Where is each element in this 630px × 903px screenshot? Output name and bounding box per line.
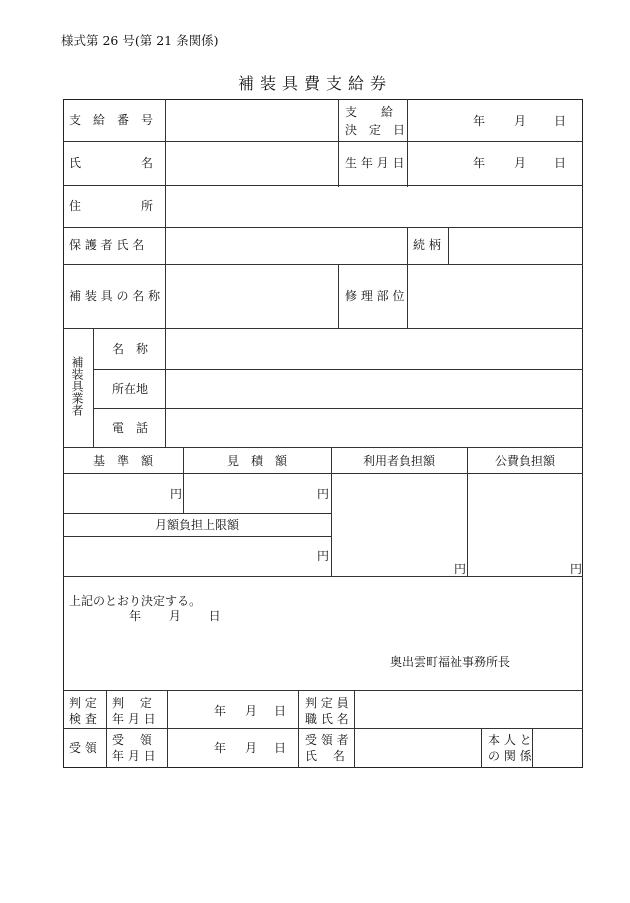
name-field[interactable] (166, 142, 337, 185)
estimate-amount-yen: 円 (317, 487, 330, 501)
judge-staff-field[interactable] (355, 691, 582, 728)
decision-statement: 上記のとおり決定する。 (69, 594, 202, 608)
vendor-name-label: 名 称 (112, 342, 149, 356)
monthly-limit-label: 月額負担上限額 (154, 518, 239, 532)
address-field[interactable] (166, 186, 582, 227)
supply-number-field[interactable] (166, 100, 337, 141)
inspection-label-line1: 判 定 (69, 696, 97, 710)
vendor-phone-field[interactable] (166, 409, 582, 447)
judge-date-day: 日 (274, 704, 287, 718)
vendor-phone-label: 電 話 (112, 421, 149, 435)
judge-staff-label-line2: 職 氏 名 (305, 712, 349, 726)
issuer-title: 奥出雲町福祉事務所長 (390, 655, 511, 669)
document-title: 補装具費支給券 (237, 74, 392, 93)
recipient-label-line2: 氏 名 (305, 749, 345, 763)
decision-date-year: 年 (473, 114, 486, 128)
standard-amount-header: 基 準 額 (92, 454, 153, 468)
repair-part-label: 修 理 部 位 (345, 289, 405, 303)
vendor-location-field[interactable] (166, 370, 582, 408)
birth-date-month: 月 (514, 156, 527, 170)
user-burden-header: 利用者負担額 (362, 454, 435, 468)
name-label: 氏 名 (69, 156, 154, 170)
supply-number-label: 支 給 番 号 (69, 113, 154, 127)
judge-date-month: 月 (245, 704, 258, 718)
birth-date-label: 生 年 月 日 (345, 156, 405, 170)
decision-date-day: 日 (554, 114, 567, 128)
public-burden-yen: 円 (570, 562, 583, 576)
relation-label-line2: の 関 係 (488, 749, 532, 763)
recipient-name-field[interactable] (355, 729, 481, 768)
judge-date-label-line2: 年 月 日 (112, 712, 156, 726)
address-label: 住 所 (69, 199, 154, 213)
judge-staff-label-line1: 判 定 員 (305, 696, 349, 710)
estimate-amount-header: 見 積 額 (226, 454, 287, 468)
vendor-group-label: 補装具業者 (70, 356, 84, 416)
relation-label-line1: 本 人 と (488, 733, 532, 747)
vendor-name-field[interactable] (166, 329, 582, 369)
monthly-limit-yen: 円 (317, 549, 330, 563)
receipt-date-label-line2: 年 月 日 (112, 749, 156, 763)
receipt-date-day: 日 (274, 741, 287, 755)
form-number: 様式第 26 号(第 21 条関係) (61, 33, 219, 48)
decision-date-month: 月 (514, 114, 527, 128)
judge-date-year: 年 (214, 704, 227, 718)
decision-date-label-line2: 決 定 日 (345, 123, 406, 137)
decision-date-line: 年 月 日 (129, 609, 221, 623)
relationship-field[interactable] (449, 228, 582, 264)
decision-date-label-line1: 支 給 (345, 105, 394, 119)
guardian-name-field[interactable] (166, 228, 406, 264)
repair-part-field[interactable] (408, 265, 582, 328)
judge-date-label-line1: 判 定 (112, 696, 152, 710)
relation-field[interactable] (533, 729, 582, 768)
device-name-label: 補 装 具 の 名 称 (69, 289, 161, 303)
receipt-label: 受 領 (69, 741, 97, 755)
user-burden-yen: 円 (454, 562, 467, 576)
guardian-name-label: 保 護 者 氏 名 (69, 238, 145, 252)
receipt-date-month: 月 (245, 741, 258, 755)
inspection-label-line2: 検 査 (69, 712, 97, 726)
receipt-date-label-line1: 受 領 (112, 733, 152, 747)
relationship-label: 続 柄 (413, 238, 441, 252)
standard-amount-yen: 円 (170, 487, 183, 501)
birth-date-day: 日 (554, 156, 567, 170)
vendor-location-label: 所在地 (112, 382, 149, 396)
receipt-date-year: 年 (214, 741, 227, 755)
recipient-label-line1: 受 領 者 (305, 733, 349, 747)
public-burden-header: 公費負担額 (494, 454, 555, 468)
device-name-field[interactable] (166, 265, 337, 328)
birth-date-year: 年 (473, 156, 486, 170)
